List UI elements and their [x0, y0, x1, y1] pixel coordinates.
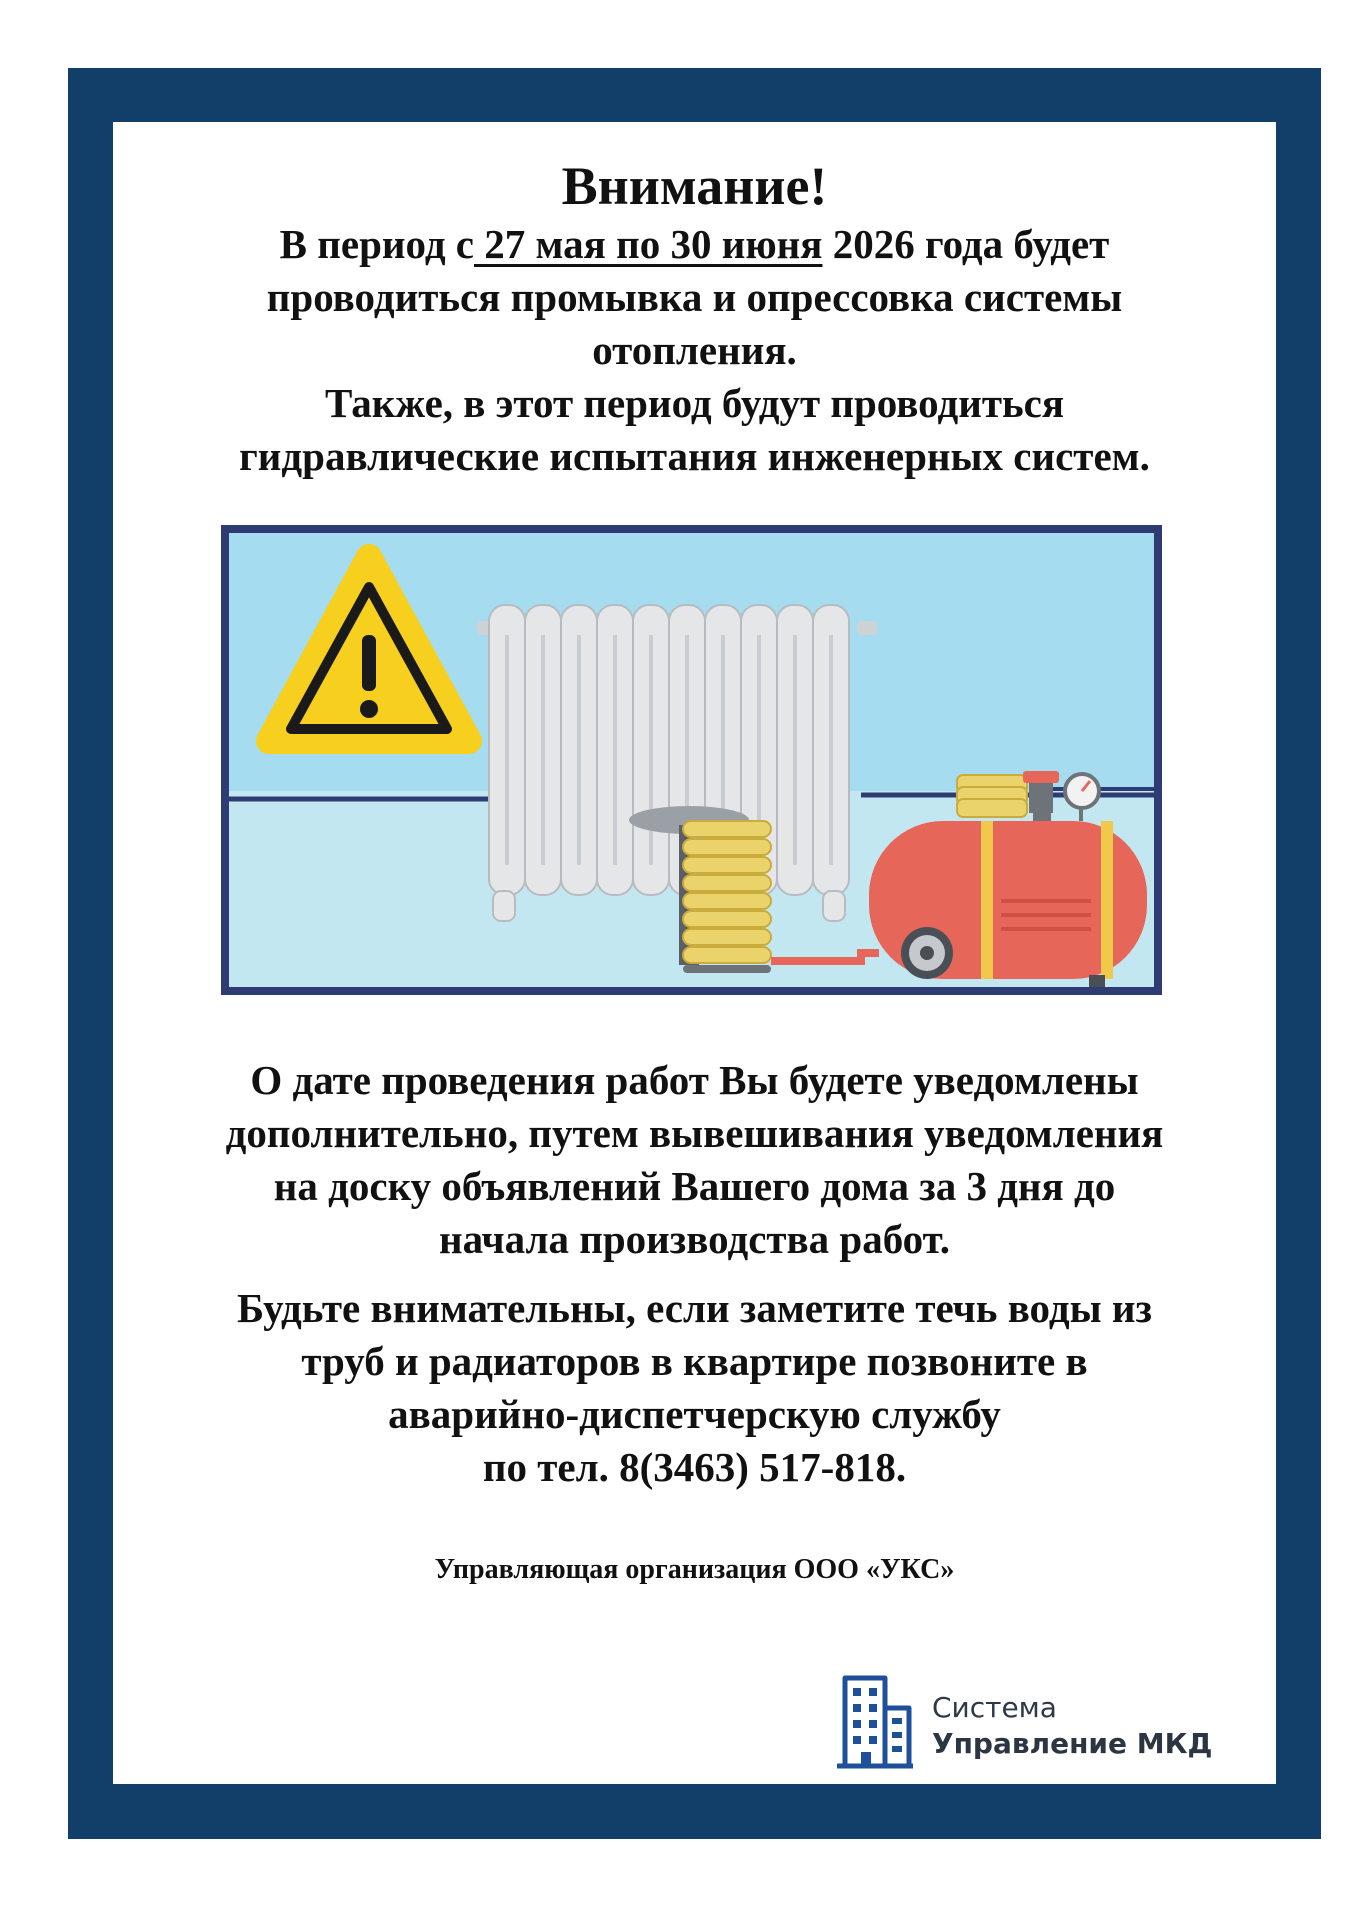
notice-frame — [68, 68, 1321, 1839]
info-line-3: на доску объявлений Вашего дома за 3 дня до — [273, 1163, 1116, 1209]
notification-info — [133, 1054, 1256, 1266]
period-prefix: В период с — [279, 221, 475, 267]
announcement-line-3: отопления. — [592, 327, 797, 373]
notice-title: Внимание! — [561, 156, 828, 216]
info-line-4: начала производства работ. — [439, 1216, 950, 1262]
pressure-gauge-icon — [1065, 774, 1099, 808]
warning-line-3: аварийно-диспетчерскую службу — [388, 1391, 1001, 1437]
heating-system-illustration — [221, 525, 1162, 995]
announcement-line-2: проводиться промывка и опрессовка системы — [266, 274, 1123, 320]
building-icon — [835, 1672, 915, 1772]
warning-line-2: труб и радиаторов в квартире позвоните в — [301, 1338, 1088, 1384]
leak-warning — [133, 1282, 1256, 1494]
logo-line-1: Система — [932, 1691, 1057, 1724]
logo-line-2: Управление МКД — [932, 1727, 1213, 1760]
announcement-line-4: Также, в этот период будут проводиться — [324, 380, 1065, 426]
info-line-2: дополнительно, путем вывешивания уведомления — [225, 1110, 1164, 1156]
notice-sheet — [113, 122, 1276, 1784]
organization-signature: Управляющая организация ООО «УКС» — [434, 1554, 955, 1585]
logo-text — [932, 1690, 1212, 1762]
period-suffix: 2026 года будет — [822, 221, 1110, 267]
announcement-line-5: гидравлические испытания инженерных систем. — [239, 433, 1150, 479]
warning-line-4: по тел. 8(3463) 517-818. — [482, 1444, 907, 1490]
radiator-icon — [477, 605, 877, 921]
period-dates: 27 мая по 30 июня — [474, 221, 823, 267]
info-line-1: О дате проведения работ Вы будете уведомлены — [250, 1057, 1139, 1103]
warning-line-1: Будьте внимательны, если заметите течь воды из — [237, 1285, 1152, 1331]
period-announcement — [133, 218, 1256, 483]
system-logo — [835, 1672, 1235, 1772]
